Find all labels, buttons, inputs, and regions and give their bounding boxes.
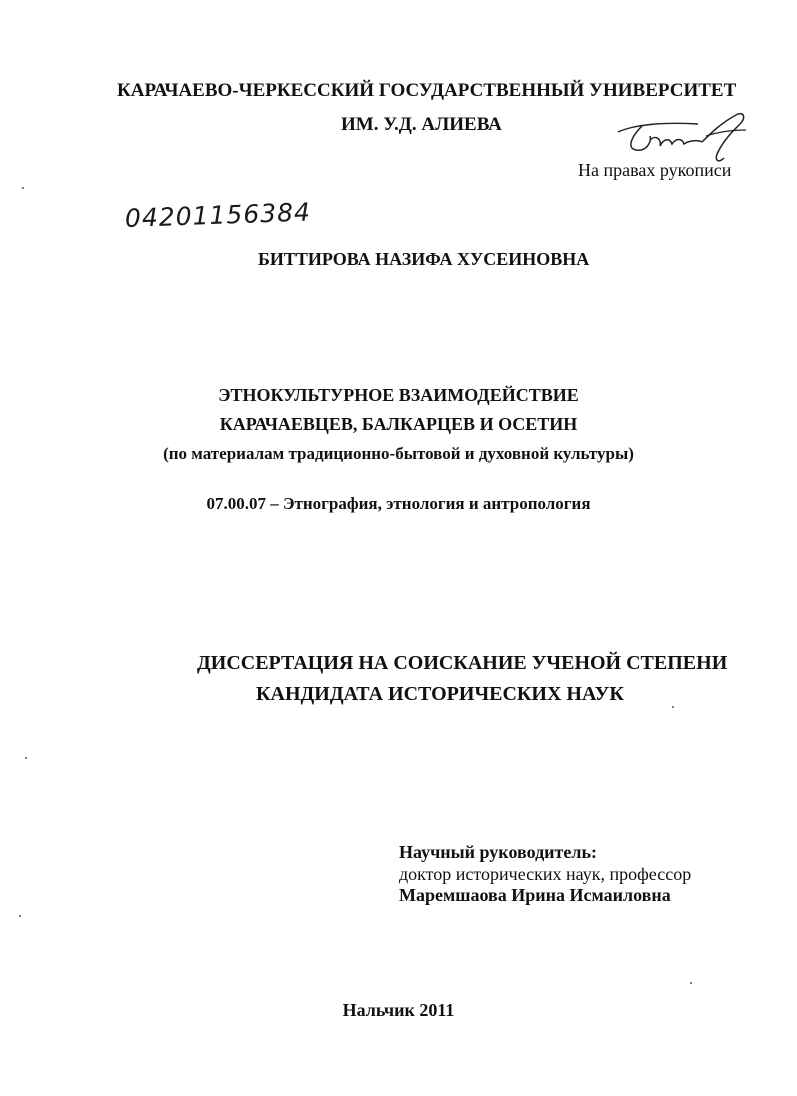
supervisor-credentials: доктор исторических наук, профессор [399,864,692,884]
degree-line1: ДИССЕРТАЦИЯ НА СОИСКАНИЕ УЧЕНОЙ СТЕПЕНИ [197,652,728,674]
scan-speck [22,187,24,189]
thesis-subtitle: (по материалам традиционно-бытовой и духовной культуры) [163,444,634,463]
university-name-line2: ИМ. У.Д. АЛИЕВА [341,114,502,135]
scan-speck [672,706,674,708]
university-name-line1: КАРАЧАЕВО-ЧЕРКЕССКИЙ ГОСУДАРСТВЕННЫЙ УНИВЕРСИТЕТ [117,80,737,101]
place-year: Нальчик 2011 [342,1000,455,1020]
degree-line2: КАНДИДАТА ИСТОРИЧЕСКИХ НАУК [256,683,624,705]
specialty-code: 07.00.07 – Этнография, этнология и антропология [206,494,591,513]
archive-number-handwritten: 04201156384 [124,197,312,233]
supervisor-name: Маремшаова Ирина Исмаиловна [399,885,671,905]
manuscript-rights-note: На правах рукописи [578,160,732,180]
scan-speck [25,757,27,759]
scan-speck [19,915,21,917]
scan-speck [690,982,692,984]
author-name: БИТТИРОВА НАЗИФА ХУСЕИНОВНА [258,249,590,269]
thesis-title-line2: КАРАЧАЕВЦЕВ, БАЛКАРЦЕВ И ОСЕТИН [219,414,578,434]
thesis-title-line1: ЭТНОКУЛЬТУРНОЕ ВЗАИМОДЕЙСТВИЕ [218,385,579,405]
supervisor-label: Научный руководитель: [399,842,597,862]
